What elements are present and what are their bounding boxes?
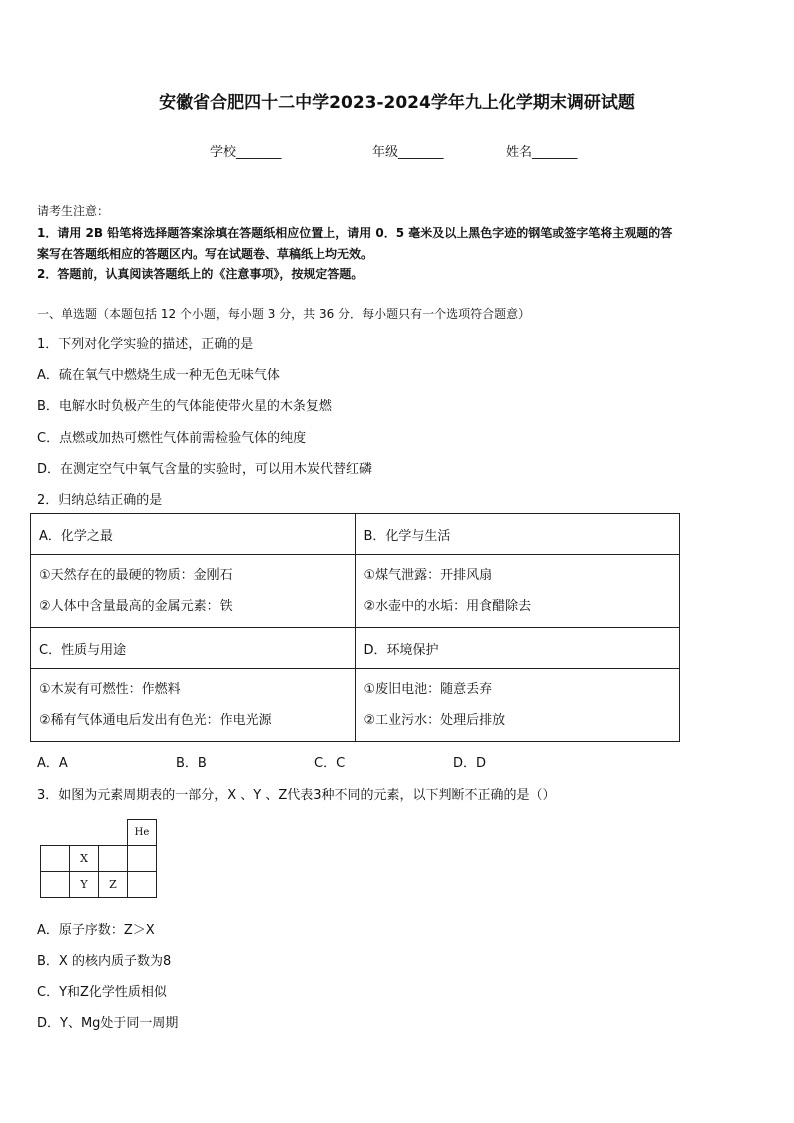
- pt-empty-cell: [99, 820, 128, 846]
- notice-line-2: 2．答题前，认真阅读答题纸上的《注意事项》，按规定答题。: [37, 267, 364, 281]
- q2-a-item-2: ②人体中含量最高的金属元素：铁: [39, 599, 233, 614]
- pt-cell-x: X: [70, 846, 99, 872]
- notice-heading: 请考生注意：: [37, 204, 110, 218]
- q2-cell-a-head: A．化学之最: [31, 514, 356, 555]
- q2-d-item-2: ②工业污水：处理后排放: [363, 713, 506, 728]
- school-field: 学校_______: [210, 145, 282, 160]
- pt-cell-y: Y: [70, 872, 99, 898]
- pt-cell-z: Z: [99, 872, 128, 898]
- q2-cell-b-body: [355, 555, 680, 628]
- q1-option-d: D．在测定空气中氧气含量的实验时，可以用木炭代替红磷: [37, 462, 373, 477]
- page-title: 安徽省合肥四十二中学2023-2024学年九上化学期末调研试题: [159, 93, 635, 113]
- q2-c-item-1: ①木炭有可燃性：作燃料: [39, 682, 181, 697]
- q2-cell-b-head: B．化学与生活: [355, 514, 680, 555]
- pt-cell: [41, 872, 70, 898]
- q3-option-b: B．X 的核内质子数为8: [37, 954, 172, 969]
- grade-field: 年级_______: [372, 145, 444, 160]
- q1-option-b: B．电解水时负极产生的气体能使带火星的木条复燃: [37, 399, 332, 414]
- pt-cell: [41, 846, 70, 872]
- notice-line-1a: 1．请用 2B 铅笔将选择题答案涂填在答题纸相应位置上，请用 0．5 毫米及以上黑色字迹的钢笔或签字笔将主观题的答: [37, 226, 673, 240]
- q3-option-c: C．Y和Z化学性质相似: [37, 985, 167, 1000]
- q2-c-item-2: ②稀有气体通电后发出有色光：作电光源: [39, 713, 272, 728]
- pt-cell-he: He: [128, 820, 157, 846]
- name-field: 姓名_______: [506, 145, 578, 160]
- q2-summary-table: [30, 513, 680, 742]
- q3-option-d: D．Y、Mg处于同一周期: [37, 1016, 179, 1031]
- pt-empty-cell: [70, 820, 99, 846]
- pt-empty-cell: [41, 820, 70, 846]
- q1-option-c: C．点燃或加热可燃性气体前需检验气体的纯度: [37, 431, 307, 446]
- q2-choice-d: D．D: [453, 756, 487, 771]
- q1-stem: 1．下列对化学实验的描述，正确的是: [37, 337, 254, 352]
- q2-cell-c-head: C．性质与用途: [31, 628, 356, 669]
- q3-stem: 3．如图为元素周期表的一部分，X 、Y 、Z代表3种不同的元素，以下判断不正确的是（）: [37, 788, 556, 803]
- pt-cell: [128, 846, 157, 872]
- q2-choice-b: B．B: [176, 756, 207, 771]
- pt-cell: [99, 846, 128, 872]
- q2-choice-c: C．C: [314, 756, 346, 771]
- q2-cell-d-head: D．环境保护: [355, 628, 680, 669]
- q1-option-a: A．硫在氧气中燃烧生成一种无色无味气体: [37, 368, 280, 383]
- q2-b-item-2: ②水壶中的水垢：用食醋除去: [363, 599, 532, 614]
- q2-choice-a: A．A: [37, 756, 68, 771]
- q2-cell-d-body: [355, 669, 680, 742]
- q2-d-item-1: ①废旧电池：随意丢弃: [363, 682, 493, 697]
- pt-cell: [128, 872, 157, 898]
- q2-a-item-1: ①天然存在的最硬的物质：金刚石: [39, 568, 233, 583]
- q2-cell-c-body: [31, 669, 356, 742]
- notice-line-1b: 案写在答题纸相应的答题区内。写在试题卷、草稿纸上均无效。: [37, 247, 374, 261]
- q2-stem: 2．归纳总结正确的是: [37, 493, 163, 508]
- q2-cell-a-body: [31, 555, 356, 628]
- section-title: 一、单选题（本题包括 12 个小题，每小题 3 分，共 36 分．每小题只有一个选项符合题意）: [37, 307, 531, 321]
- q2-b-item-1: ①煤气泄露：开排风扇: [363, 568, 493, 583]
- periodic-table-fragment: [40, 819, 157, 898]
- q3-option-a: A．原子序数：Z＞X: [37, 923, 155, 938]
